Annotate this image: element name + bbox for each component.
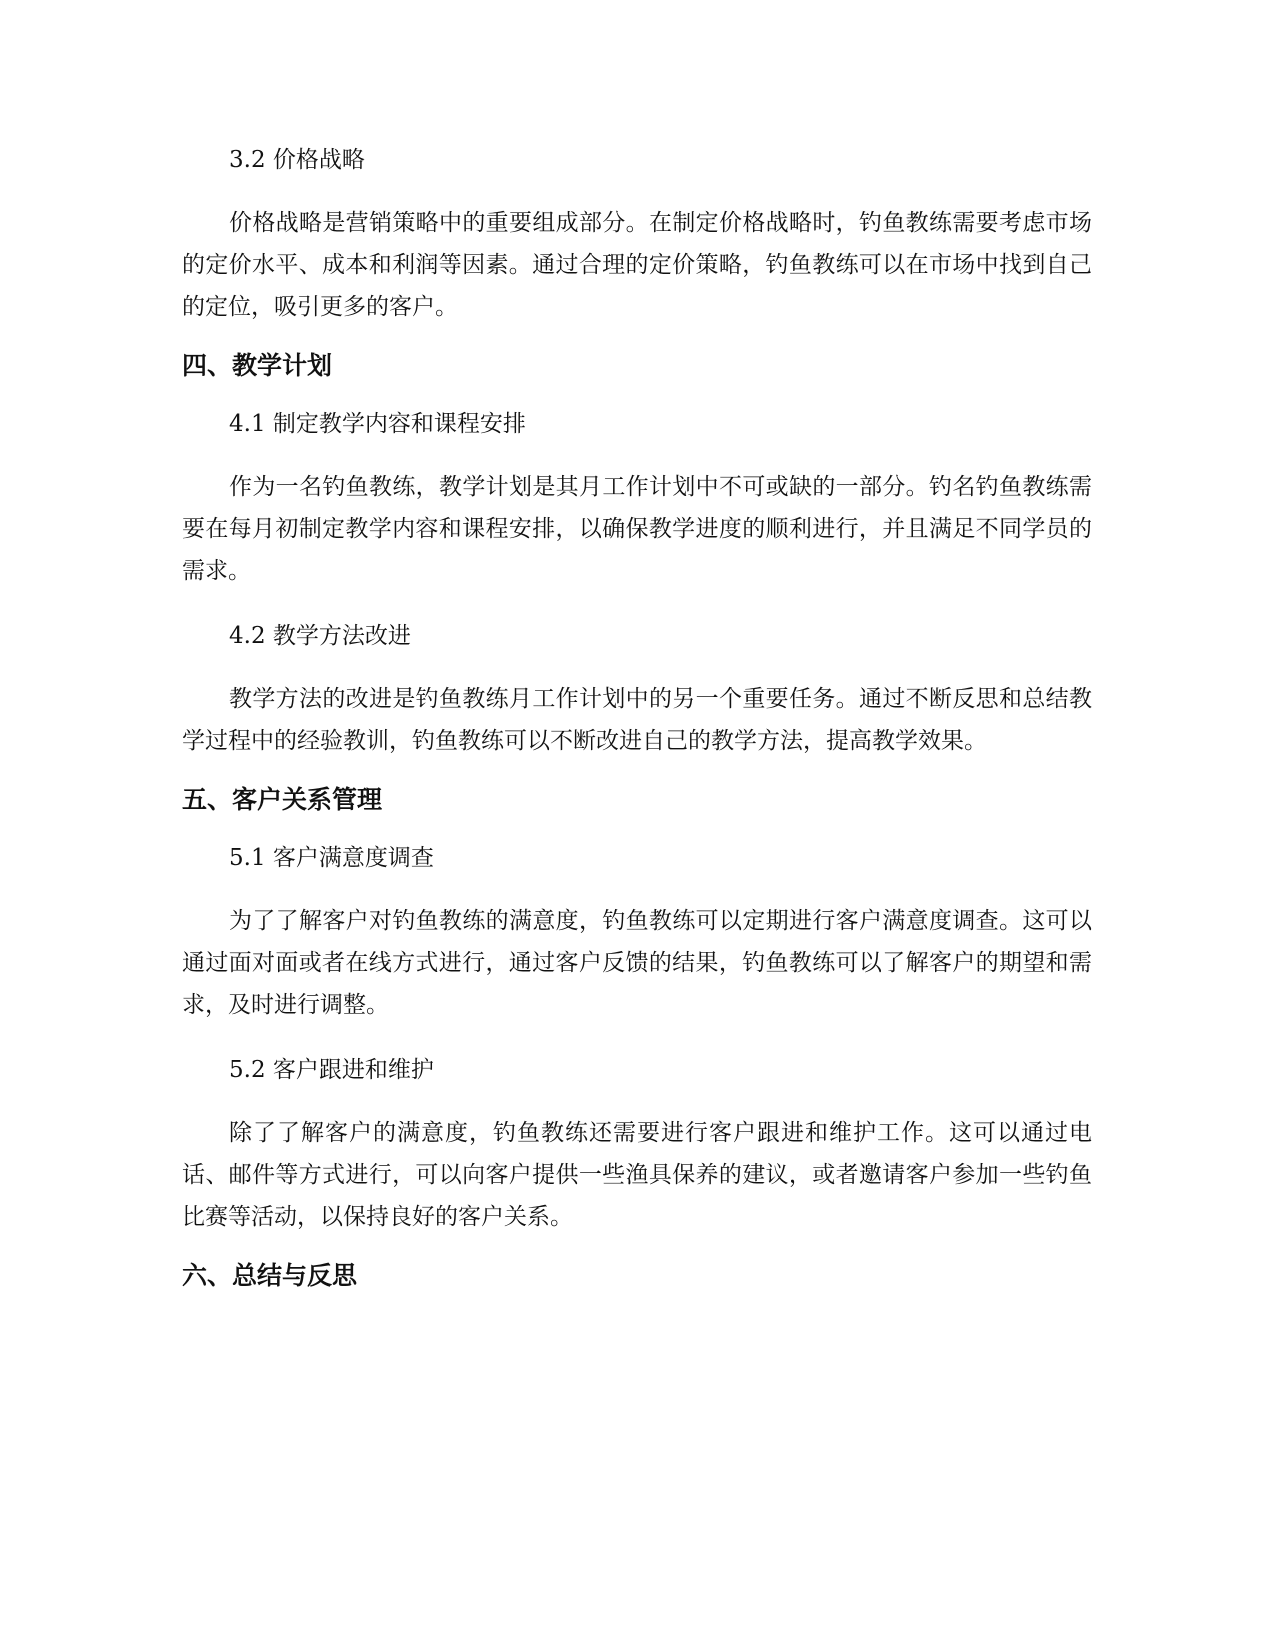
paragraph-5-2: 除了了解客户的满意度，钓鱼教练还需要进行客户跟进和维护工作。这可以通过电话、邮件等方式进行，可以向客户提供一些渔具保养的建议，或者邀请客户参加一些钓鱼比赛等活动，以保持良好的客户关系。 <box>182 1120 1092 1230</box>
subsection-title-5-1: 5.1 客户满意度调查 <box>229 845 434 871</box>
document-body <box>182 140 1092 1296</box>
paragraph-5-1: 为了了解客户对钓鱼教练的满意度，钓鱼教练可以定期进行客户满意度调查。这可以通过面对面或者在线方式进行，通过客户反馈的结果，钓鱼教练可以了解客户的期望和需求，及时进行调整。 <box>182 908 1092 1018</box>
subsection-title-4-1: 4.1 制定教学内容和课程安排 <box>229 411 526 437</box>
paragraph-4-2: 教学方法的改进是钓鱼教练月工作计划中的另一个重要任务。通过不断反思和总结教学过程中的经验教训，钓鱼教练可以不断改进自己的教学方法，提高教学效果。 <box>182 686 1092 754</box>
subsection-title-4-2: 4.2 教学方法改进 <box>229 623 411 649</box>
section-heading-4: 四、教学计划 <box>182 351 333 380</box>
subsection-title-5-2: 5.2 客户跟进和维护 <box>229 1057 434 1083</box>
paragraph-4-1: 作为一名钓鱼教练，教学计划是其月工作计划中不可或缺的一部分。钓名钓鱼教练需要在每月初制定教学内容和课程安排，以确保教学进度的顺利进行，并且满足不同学员的需求。 <box>182 474 1092 584</box>
section-heading-5: 五、客户关系管理 <box>182 785 383 814</box>
paragraph-3-2: 价格战略是营销策略中的重要组成部分。在制定价格战略时，钓鱼教练需要考虑市场的定价水平、成本和利润等因素。通过合理的定价策略，钓鱼教练可以在市场中找到自己的定位，吸引更多的客户。 <box>182 210 1092 320</box>
subsection-title-3-2: 3.2 价格战略 <box>229 147 365 173</box>
section-heading-6: 六、总结与反思 <box>182 1261 358 1290</box>
